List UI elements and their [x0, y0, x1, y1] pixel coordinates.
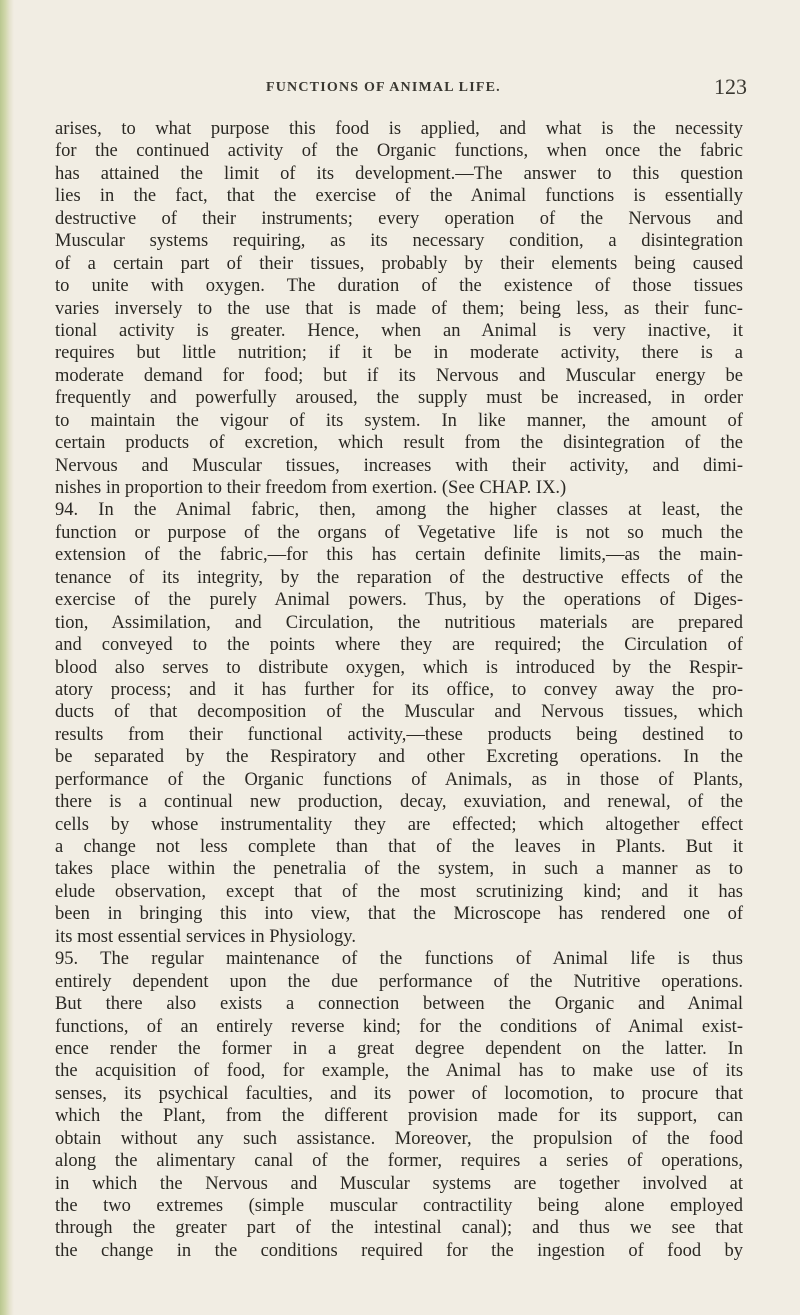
- text-line: requires but little nutrition; if it be in moderate activity, there is a: [55, 343, 744, 364]
- text-line: ducts of that decomposition of the Muscular and Nervous tissues, which: [55, 702, 744, 723]
- text-line: ence render the former in a great degree dependent on the latter. In: [55, 1038, 744, 1059]
- page-header: [0, 74, 800, 114]
- text-line: destructive of their instruments; every operation of the Nervous and: [55, 208, 744, 229]
- text-line: be separated by the Respiratory and other Excreting operations. In the: [55, 747, 744, 768]
- text-line: Nervous and Muscular tissues, increases with their activity, and dimi-: [55, 455, 744, 476]
- text-line: been in bringing this into view, that the Microscope has rendered one of: [55, 904, 744, 925]
- text-line: obtain without any such assistance. Moreover, the propulsion of the food: [55, 1128, 744, 1149]
- text-line: the two extremes (simple muscular contractility being alone employed: [55, 1196, 743, 1216]
- text-line: along the alimentary canal of the former, requires a series of operations,: [55, 1151, 744, 1172]
- text-line: function or purpose of the organs of Vegetative life is not so much the: [55, 522, 744, 543]
- text-line: takes place within the penetralia of the system, in such a manner as to: [55, 859, 744, 880]
- text-line: which the Plant, from the different provision made for its support, can: [55, 1106, 744, 1127]
- text-line: tenance of its integrity, by the reparation of the destructive effects of the: [55, 567, 744, 588]
- text-line: the change in the conditions required for the ingestion of food by: [55, 1240, 743, 1261]
- text-line: a change not less complete than that of the leaves in Plants. But it: [55, 837, 744, 857]
- text-line: and conveyed to the points where they are required; the Circulation of: [55, 635, 743, 656]
- text-line: 95. The regular maintenance of the functions of Animal life is thus: [55, 949, 744, 970]
- page-number: 123: [714, 74, 747, 99]
- text-line: exercise of the purely Animal powers. Thus, by the operations of Diges-: [55, 590, 744, 611]
- text-line: elude observation, except that of the most scrutinizing kind; and it has: [55, 881, 743, 902]
- text-line: 94. In the Animal fabric, then, among the higher classes at least, the: [55, 500, 744, 521]
- text-line: in which the Nervous and Muscular systems are together involved at: [55, 1173, 743, 1194]
- text-line: varies inversely to the use that is made of them; being less, as their func-: [55, 298, 743, 319]
- text-line: the acquisition of food, for example, the Animal has to make use of its: [55, 1061, 744, 1082]
- text-line: certain products of excretion, which result from the disintegration of the: [55, 433, 743, 454]
- text-line: to unite with oxygen. The duration of the existence of those tissues: [55, 276, 743, 297]
- text-line: frequently and powerfully aroused, the supply must be increased, in order: [55, 388, 743, 409]
- running-head: FUNCTIONS OF ANIMAL LIFE.: [266, 80, 501, 95]
- text-line: tion, Assimilation, and Circulation, the nutritious materials are prepared: [55, 612, 743, 633]
- text-line: to maintain the vigour of its system. In like manner, the amount of: [55, 410, 743, 431]
- text-line: tional activity is greater. Hence, when an Animal is very inactive, it: [55, 320, 743, 341]
- text-line: blood also serves to distribute oxygen, which is introduced by the Respir-: [55, 657, 744, 678]
- text-line: for the continued activity of the Organic functions, when once the fabric: [55, 141, 743, 162]
- text-line: moderate demand for food; but if its Nervous and Muscular energy be: [55, 365, 743, 386]
- text-line: arises, to what purpose this food is applied, and what is the necessity: [55, 119, 744, 139]
- text-line: But there also exists a connection between the Organic and Animal: [55, 994, 744, 1015]
- text-line: through the greater part of the intestinal canal); and thus we see that: [55, 1218, 744, 1239]
- text-line: results from their functional activity,—these products being destined to: [55, 724, 744, 745]
- text-line: performance of the Organic functions of Animals, as in those of Plants,: [55, 769, 743, 790]
- text-line: functions, of an entirely reverse kind; for the conditions of Animal exist-: [55, 1016, 743, 1037]
- text-line: there is a continual new production, decay, exuviation, and renewal, of the: [55, 792, 743, 813]
- text-line: lies in the fact, that the exercise of the Animal functions is essentially: [55, 186, 743, 207]
- text-line: its most essential services in Physiology.: [55, 926, 356, 947]
- text-line: entirely dependent upon the due performance of the Nutritive operations.: [55, 971, 744, 992]
- text-line: extension of the fabric,—for this has certain definite limits,—as the main-: [55, 545, 743, 566]
- text-line: atory process; and it has further for its office, to convey away the pro-: [55, 679, 744, 700]
- text-line: nishes in proportion to their freedom from exertion. (See CHAP. IX.): [55, 478, 567, 498]
- body-text: [55, 118, 743, 1262]
- text-line: Muscular systems requiring, as its necessary condition, a disintegration: [55, 231, 744, 252]
- text-line: senses, its psychical faculties, and its power of locomotion, to procure that: [55, 1083, 744, 1104]
- text-line: has attained the limit of its development.—The answer to this question: [55, 163, 744, 184]
- text-line: cells by whose instrumentality they are effected; which altogether effect: [55, 814, 744, 835]
- text-line: of a certain part of their tissues, probably by their elements being caused: [55, 253, 744, 274]
